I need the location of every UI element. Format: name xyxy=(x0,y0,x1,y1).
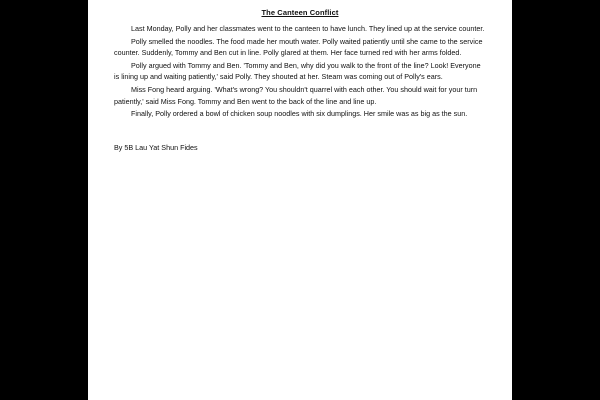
document-title: The Canteen Conflict xyxy=(261,8,339,17)
paragraph: Miss Fong heard arguing. 'What's wrong? You shouldn't quarrel with each other. You should wait for your turn patiently,' said Miss Fong. Tommy and Ben went to the back of the line and line up. xyxy=(114,84,478,106)
paragraph: Last Monday, Polly and her classmates went to the canteen to have lunch. They lined up at the service counter. xyxy=(131,24,485,33)
paragraph: Finally, Polly ordered a bowl of chicken soup noodles with six dumplings. Her smile was as big as the sun. xyxy=(131,109,468,119)
document-signature: By 5B Lau Yat Shun Fides xyxy=(114,142,198,152)
paragraph: Polly argued with Tommy and Ben. 'Tommy and Ben, why did you walk to the front of the line? Look! Everyone is lining up and waiting patiently,' said Polly. They shouted at her. Steam was coming out of Polly's ears. xyxy=(114,60,481,82)
document-page xyxy=(88,0,512,400)
paragraph: Polly smelled the noodles. The food made her mouth water. Polly waited patiently until she came to the service counter. Suddenly, Tommy and Ben cut in line. Polly glared at them. Her face turned red with her arms folded. xyxy=(114,36,483,58)
